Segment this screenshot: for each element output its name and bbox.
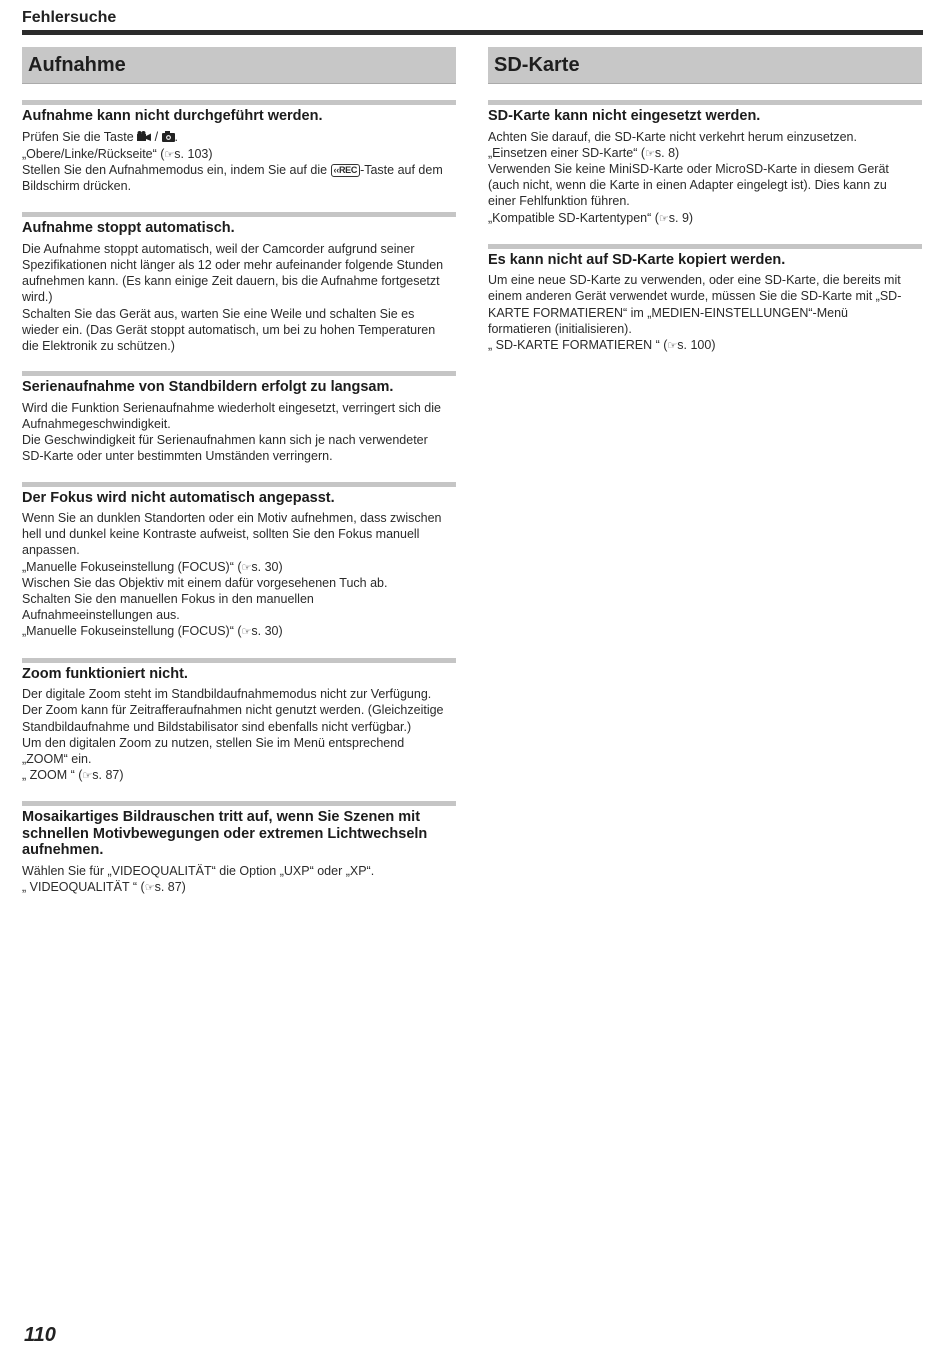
text-line: (auch nicht, wenn die Karte in einen Adapter eingelegt ist). Dies kann zu <box>488 178 887 193</box>
text-line: Verwenden Sie keine MiniSD-Karte oder MicroSD-Karte in diesem Gerät <box>488 161 889 176</box>
topic-heading <box>22 809 456 859</box>
text-line: aufnehmen kann. (Es kann einige Zeit dauern, bis die Aufnahme fortgesetzt <box>22 274 440 289</box>
page-number: 110 <box>24 1324 56 1346</box>
text-line: einem anderen Gerät verwendet wurde, müssen Sie die SD-Karte mit „SD- <box>488 289 902 304</box>
section-title: SD-Karte <box>494 53 580 76</box>
reference-line <box>488 210 922 226</box>
reference-line <box>22 146 456 162</box>
page-reference[interactable]: s. 30) <box>251 624 283 639</box>
text-line <box>22 129 456 146</box>
text-line: Schalten Sie das Gerät aus, warten Sie eine Weile und schalten Sie es <box>22 306 415 321</box>
topic-aufnahme-nicht-durchgefuehrt <box>22 100 456 194</box>
text-line: Achten Sie darauf, die SD-Karte nicht verkehrt herum einzusetzen. <box>488 129 857 144</box>
page-reference[interactable]: s. 8) <box>654 145 680 160</box>
text-line: wieder ein. (Das Gerät stoppt automatisch, um bei zu hohen Temperaturen <box>22 322 436 337</box>
pointing-hand-icon: ☞ <box>164 148 175 161</box>
reference-line <box>488 145 922 161</box>
topic-serienaufnahme <box>22 371 456 464</box>
chapter-title: Fehlersuche <box>22 9 117 26</box>
text-fragment: „ SD-KARTE FORMATIEREN “ ( <box>488 338 668 353</box>
text-fragment: „Obere/Linke/Rückseite“ ( <box>22 146 165 161</box>
reference-line <box>22 623 456 639</box>
topic-sd-karte-kopieren <box>488 244 922 354</box>
pointing-hand-icon: ☞ <box>667 340 678 353</box>
text-fragment: „Manuelle Fokuseinstellung (FOCUS)“ ( <box>22 624 242 639</box>
page-reference[interactable]: s. 87) <box>154 880 186 895</box>
topic-heading: Aufnahme stoppt automatisch. <box>22 220 235 237</box>
text-line <box>22 162 456 178</box>
text-line: Wird die Funktion Serienaufnahme wiederholt eingesetzt, verringert sich die <box>22 400 441 415</box>
text-line: Spezifikationen nicht länger als 12 oder mehr aufeinander folgende Stunden <box>22 258 444 273</box>
pointing-hand-icon: ☞ <box>241 626 252 639</box>
reference-line <box>22 559 456 575</box>
heading-line: Mosaikartiges Bildrauschen tritt auf, wenn Sie Szenen mit <box>22 809 421 826</box>
page-header <box>22 8 923 35</box>
section-title: Aufnahme <box>28 53 126 76</box>
video-camera-icon <box>137 130 151 146</box>
text-line: die Elektronik zu schützen.) <box>22 339 175 354</box>
section-header-sd-karte <box>488 47 922 84</box>
text-line: Aufnahmegeschwindigkeit. <box>22 416 171 431</box>
text-line: Der digitale Zoom steht im Standbildaufnahmemodus nicht zur Verfügung. <box>22 687 432 702</box>
reference-line <box>488 337 922 353</box>
text-fragment: . <box>174 129 179 144</box>
text-fragment: „Manuelle Fokuseinstellung (FOCUS)“ ( <box>22 559 242 574</box>
text-line: formatieren (initialisieren). <box>488 321 632 336</box>
pointing-hand-icon: ☞ <box>82 770 93 783</box>
text-line: Standbildaufnahme und Bildstabilisator sind ebenfalls nicht verfügbar.) <box>22 719 412 734</box>
text-line: Wenn Sie an dunklen Standorten oder ein Motiv aufnehmen, dass zwischen <box>22 511 442 526</box>
text-line: Schalten Sie den manuellen Fokus in den manuellen <box>22 592 314 607</box>
rec-key-icon: ‹‹REC <box>331 164 361 177</box>
topic-heading: SD-Karte kann nicht eingesetzt werden. <box>488 108 761 124</box>
topic-aufnahme-stoppt <box>22 212 456 354</box>
page-reference[interactable]: s. 87) <box>92 768 124 783</box>
text-line: anpassen. <box>22 543 80 558</box>
still-camera-icon <box>162 130 175 146</box>
heading-line: schnellen Motivbewegungen oder extremen Lichtwechseln <box>22 825 428 842</box>
topic-heading: Serienaufnahme von Standbildern erfolgt zu langsam. <box>22 379 394 396</box>
topic-zoom <box>22 658 456 784</box>
text-line: Wählen Sie für „VIDEOQUALITÄT“ die Option „UXP“ oder „XP“. <box>22 863 375 878</box>
section-header-aufnahme <box>22 47 456 84</box>
text-fragment: „Einsetzen einer SD-Karte“ ( <box>488 145 646 160</box>
rec-key-label: REC <box>338 164 358 175</box>
text-line: „ZOOM“ ein. <box>22 751 92 766</box>
text-line: Um den digitalen Zoom zu nutzen, stellen Sie im Menü entsprechend <box>22 735 405 750</box>
text-line: wird.) <box>22 290 53 305</box>
pointing-hand-icon: ☞ <box>241 561 252 574</box>
text-line: einer Fehlfunktion führen. <box>488 194 630 209</box>
pointing-hand-icon: ☞ <box>144 882 155 895</box>
text-fragment: / <box>151 129 162 144</box>
text-fragment: „ VIDEOQUALITÄT “ ( <box>22 880 145 895</box>
text-line: Um eine neue SD-Karte zu verwenden, oder eine SD-Karte, die bereits mit <box>488 273 901 288</box>
page-reference[interactable]: s. 103) <box>174 146 213 161</box>
text-line: SD-Karte oder unter bestimmten Umständen verringern. <box>22 449 333 464</box>
text-line: Die Geschwindigkeit für Serienaufnahmen kann sich je nach verwendeter <box>22 433 428 448</box>
topic-fokus <box>22 482 456 640</box>
text-line: Die Aufnahme stoppt automatisch, weil der Camcorder aufgrund seiner <box>22 241 415 256</box>
text-fragment: Prüfen Sie die Taste <box>22 129 138 144</box>
topic-sd-karte-einsetzen <box>488 100 922 226</box>
pointing-hand-icon: ☞ <box>658 212 669 225</box>
text-fragment: „Kompatible SD-Kartentypen“ ( <box>488 210 659 225</box>
heading-line: aufnehmen. <box>22 842 104 859</box>
reference-line <box>22 879 456 895</box>
column-aufnahme <box>22 47 456 895</box>
topic-heading: Zoom funktioniert nicht. <box>22 665 188 682</box>
text-fragment: Stellen Sie den Aufnahmemodus ein, indem Sie auf die <box>22 162 331 177</box>
page-reference[interactable]: s. 30) <box>251 559 283 574</box>
text-fragment: -Taste auf dem <box>360 162 443 177</box>
pointing-hand-icon: ☞ <box>645 147 655 160</box>
topic-heading: Es kann nicht auf SD-Karte kopiert werden. <box>488 251 786 268</box>
text-line: hell und dunkel keine Kontraste aufweist, sollten Sie den Fokus manuell <box>22 527 420 542</box>
topic-heading: Der Fokus wird nicht automatisch angepasst. <box>22 489 335 506</box>
topic-mosaikartiges-bildrauschen <box>22 801 456 895</box>
text-line: Wischen Sie das Objektiv mit einem dafür vorgesehenen Tuch ab. <box>22 575 388 590</box>
text-line: Bildschirm drücken. <box>22 179 132 194</box>
reference-line <box>22 767 456 783</box>
topic-heading: Aufnahme kann nicht durchgeführt werden. <box>22 108 323 124</box>
text-line: Aufnahmeeinstellungen aus. <box>22 608 180 623</box>
text-line: KARTE FORMATIEREN“ im „MEDIEN-EINSTELLUNGEN“-Menü <box>488 305 848 320</box>
page-reference[interactable]: s. 100) <box>677 338 716 353</box>
text-line: Der Zoom kann für Zeitrafferaufnahmen nicht genutzt werden. (Gleichzeitige <box>22 703 444 718</box>
text-fragment: „ ZOOM “ ( <box>22 768 83 783</box>
page-reference[interactable]: s. 9) <box>668 210 694 225</box>
column-sd-karte <box>488 47 922 353</box>
